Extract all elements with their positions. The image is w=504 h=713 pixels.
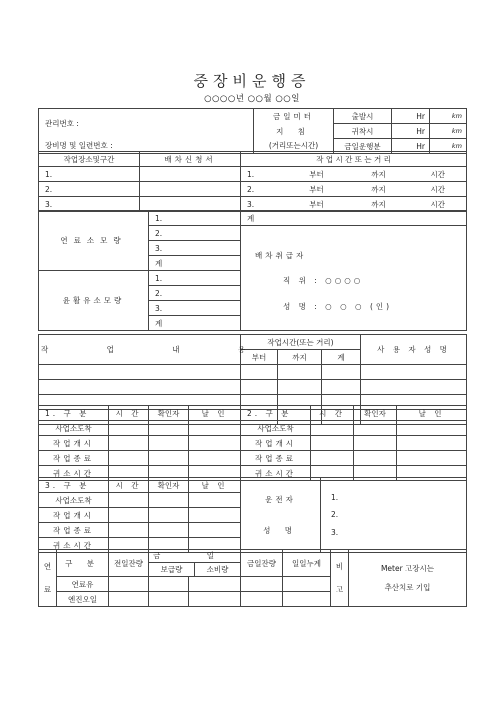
lube-item-2[interactable]: 2.: [149, 286, 241, 301]
sec2-time[interactable]: [311, 436, 354, 451]
sec3-confirmer[interactable]: [149, 493, 189, 508]
sec1-stamp[interactable]: [189, 451, 241, 466]
time-from-2[interactable]: 부터: [286, 182, 348, 197]
user-sign-cell[interactable]: [361, 380, 467, 395]
checkpoint-table-1-2: [38, 405, 467, 481]
work-row[interactable]: [39, 380, 241, 395]
sec1-time[interactable]: [109, 421, 149, 436]
time-from-1[interactable]: 부터: [286, 167, 348, 182]
sec3-stamp[interactable]: [189, 508, 241, 523]
sec2-time-label: 시 간: [311, 406, 354, 421]
fuel-prev[interactable]: [109, 577, 149, 592]
sec2-row-label: 귀소시간: [241, 466, 311, 481]
sec2-confirmer[interactable]: [354, 451, 397, 466]
remark-label: [331, 550, 349, 607]
sec3-time[interactable]: [109, 508, 149, 523]
today-run-hr[interactable]: Hr: [392, 139, 430, 154]
driver-item-3: 3.: [331, 527, 339, 537]
time-no-3: 3.: [241, 197, 286, 212]
remark-note-2: 추산치로 기입: [384, 583, 431, 592]
issue-date: ○○○○년 ○○월 ○○일: [204, 94, 300, 104]
sec1-header: 1. 구 분: [39, 406, 109, 421]
sec1-confirmer[interactable]: [149, 451, 189, 466]
meter-label-2: 지 침: [254, 124, 334, 139]
fuel-today-balance[interactable]: [241, 577, 283, 592]
depart-km[interactable]: km: [430, 109, 467, 124]
remark-char-1: 비: [335, 561, 344, 571]
fuel-supply[interactable]: [149, 577, 189, 592]
lube-item-1[interactable]: 1.: [149, 271, 241, 286]
consume-label: 소비량: [206, 565, 229, 574]
work-content-label: 작 업 내 용: [39, 335, 241, 365]
sec3-header: 3. 구 분: [39, 478, 109, 493]
time-until-3[interactable]: 까지: [348, 197, 410, 212]
dispatch-1[interactable]: [140, 167, 241, 182]
work-from-label: 부터: [241, 350, 278, 365]
dispatcher-name: 성 명 : ○ ○ ○ (인): [283, 301, 393, 311]
sec1-confirmer[interactable]: [149, 436, 189, 451]
time-hours-2[interactable]: 시간: [410, 182, 467, 197]
mgmt-no-cell[interactable]: 관리번호 :: [39, 109, 254, 139]
work-total-cell[interactable]: [322, 365, 361, 380]
sec1-time[interactable]: [109, 436, 149, 451]
work-time-header: 작업시간(또는 거리): [241, 335, 361, 350]
sec1-confirmer-label: 확인자: [149, 406, 189, 421]
dispatcher-cell[interactable]: [241, 226, 467, 331]
sec2-stamp[interactable]: [397, 451, 467, 466]
prev-balance-label: 전일잔량: [109, 550, 149, 577]
work-until-cell[interactable]: [278, 365, 322, 380]
sec1-stamp-label: 날 인: [189, 406, 241, 421]
sec3-stamp-label: 날 인: [189, 478, 241, 493]
remark-note: [349, 550, 467, 607]
dispatcher-position: 직 위 : ○○○○: [283, 276, 364, 286]
sec2-confirmer[interactable]: [354, 436, 397, 451]
daily-leak-label: 일일누계: [283, 550, 331, 577]
sec1-row-label: 작업종료: [39, 451, 109, 466]
today-block: [149, 550, 241, 577]
consumption-table: [38, 210, 467, 331]
driver-item-1: 1.: [331, 492, 339, 502]
work-from-cell[interactable]: [241, 365, 278, 380]
sec2-time[interactable]: [311, 421, 354, 436]
fuel-item-3[interactable]: 3.: [149, 241, 241, 256]
remark-char-2: 고: [335, 585, 344, 594]
work-place-2[interactable]: 2.: [39, 182, 140, 197]
today-label: 금 일: [149, 550, 240, 563]
sec2-row-label: 작업개시: [241, 436, 311, 451]
driver-list-cell[interactable]: [321, 478, 467, 553]
sec3-row-label: 작업종료: [39, 523, 109, 538]
return-label: 귀착시: [334, 124, 392, 139]
fuel-total[interactable]: 계: [241, 211, 467, 226]
sec3-confirmer[interactable]: [149, 523, 189, 538]
fuel-item-1[interactable]: 1.: [149, 211, 241, 226]
sec1-stamp[interactable]: [189, 421, 241, 436]
work-until-label: 까지: [278, 350, 322, 365]
depart-label: 출발시: [334, 109, 392, 124]
fuel-side-char-2: 료: [43, 585, 52, 594]
sec2-confirmer-label: 확인자: [354, 406, 397, 421]
sec3-time[interactable]: [109, 523, 149, 538]
fuel-label: 연료소모량: [39, 211, 149, 271]
fuel-consume[interactable]: [189, 577, 241, 592]
oil-supply[interactable]: [149, 592, 189, 607]
sec1-time-label: 시 간: [109, 406, 149, 421]
today-balance-label: 금일잔량: [241, 550, 283, 577]
equip-name-cell[interactable]: 장비명 및 일련번호 :: [39, 139, 254, 154]
time-no-2: 2.: [241, 182, 286, 197]
today-run-label: 금일운행분: [334, 139, 392, 154]
time-from-3[interactable]: 부터: [286, 197, 348, 212]
sec3-row-label: 사업소도착: [39, 493, 109, 508]
meter-label-3: (거리또는시간): [254, 139, 334, 154]
work-from-cell[interactable]: [241, 380, 278, 395]
page-title: 중장비운행증: [193, 72, 311, 90]
sec3-row-label: 작업개시: [39, 508, 109, 523]
time-no-1: 1.: [241, 167, 286, 182]
col-dispatch-request: 배차신청서: [140, 152, 241, 167]
return-km[interactable]: km: [430, 124, 467, 139]
sec3-time[interactable]: [109, 493, 149, 508]
sec2-stamp-label: 날 인: [397, 406, 467, 421]
work-place-3[interactable]: 3.: [39, 197, 140, 212]
fuel-item-sum[interactable]: 계: [149, 256, 241, 271]
sec3-row-label: 귀소시간: [39, 538, 109, 553]
work-until-cell[interactable]: [278, 380, 322, 395]
lube-label: 윤활유소모량: [39, 271, 149, 331]
fuel-daily-leak[interactable]: [283, 577, 331, 592]
today-subcols: [149, 563, 240, 576]
fuel-side-label: [39, 550, 57, 607]
today-run-km[interactable]: km: [430, 139, 467, 154]
sec2-stamp[interactable]: [397, 421, 467, 436]
remark-note-1: Meter 고장시는: [380, 563, 435, 573]
sec3-confirmer[interactable]: [149, 508, 189, 523]
fuel-oil-row-label: 연료유: [57, 577, 109, 592]
fuel-item-2[interactable]: 2.: [149, 226, 241, 241]
work-total-cell[interactable]: [322, 380, 361, 395]
sec1-row-label: 귀소시간: [39, 466, 109, 481]
checkpoint-table-3: [38, 477, 467, 553]
sec3-confirmer-label: 확인자: [149, 478, 189, 493]
driver-item-2: 2.: [331, 510, 339, 520]
oil-prev[interactable]: [109, 592, 149, 607]
header-table: [38, 108, 467, 154]
time-hours-1[interactable]: 시간: [410, 167, 467, 182]
user-sign-cell[interactable]: [361, 365, 467, 380]
depart-hr[interactable]: Hr: [392, 109, 430, 124]
driver-label: 운전자: [265, 494, 296, 504]
sec2-confirmer[interactable]: [354, 421, 397, 436]
sec1-row-label: 사업소도착: [39, 421, 109, 436]
time-hours-3[interactable]: 시간: [410, 197, 467, 212]
sec1-time[interactable]: [109, 451, 149, 466]
sec2-stamp[interactable]: [397, 436, 467, 451]
user-sign-label: 사 용 자 성 명: [361, 335, 467, 365]
driver-name-label: 성 명: [263, 526, 298, 535]
dispatcher-label: 배차취급자: [255, 250, 307, 260]
work-row[interactable]: [39, 365, 241, 380]
sec2-header: 2. 구 분: [241, 406, 311, 421]
sec3-stamp[interactable]: [189, 493, 241, 508]
work-place-table: [38, 151, 467, 212]
fuel-gubun-label: 구 분: [57, 550, 109, 577]
col-work-time: 작 업 시 간 또 는 거 리: [241, 152, 467, 167]
oil-daily-leak[interactable]: [283, 592, 331, 607]
time-until-1[interactable]: 까지: [348, 167, 410, 182]
sec3-time-label: 시 간: [109, 478, 149, 493]
engine-oil-row-label: 엔진오일: [57, 592, 109, 607]
driver-label-cell: [241, 478, 321, 553]
work-total-label: 계: [322, 350, 361, 365]
sec2-row-label: 작업종료: [241, 451, 311, 466]
col-work-place: 작업장소및구간: [39, 152, 140, 167]
sec1-confirmer[interactable]: [149, 421, 189, 436]
oil-consume[interactable]: [189, 592, 241, 607]
sec2-row-label: 사업소도착: [241, 421, 311, 436]
time-until-2[interactable]: 까지: [348, 182, 410, 197]
meter-label-1: 금일미터: [254, 109, 334, 124]
lube-item-3[interactable]: 3.: [149, 301, 241, 316]
sec3-stamp[interactable]: [189, 523, 241, 538]
fuel-oil-table: [38, 549, 467, 607]
return-hr[interactable]: Hr: [392, 124, 430, 139]
fuel-side-char-1: 연: [43, 561, 52, 571]
work-place-1[interactable]: 1.: [39, 167, 140, 182]
sec2-time[interactable]: [311, 451, 354, 466]
dispatch-2[interactable]: [140, 182, 241, 197]
lube-item-sum[interactable]: 계: [149, 316, 241, 331]
supply-label: 보급량: [149, 563, 195, 576]
oil-today-balance[interactable]: [241, 592, 283, 607]
sec1-row-label: 작업개시: [39, 436, 109, 451]
sec1-stamp[interactable]: [189, 436, 241, 451]
